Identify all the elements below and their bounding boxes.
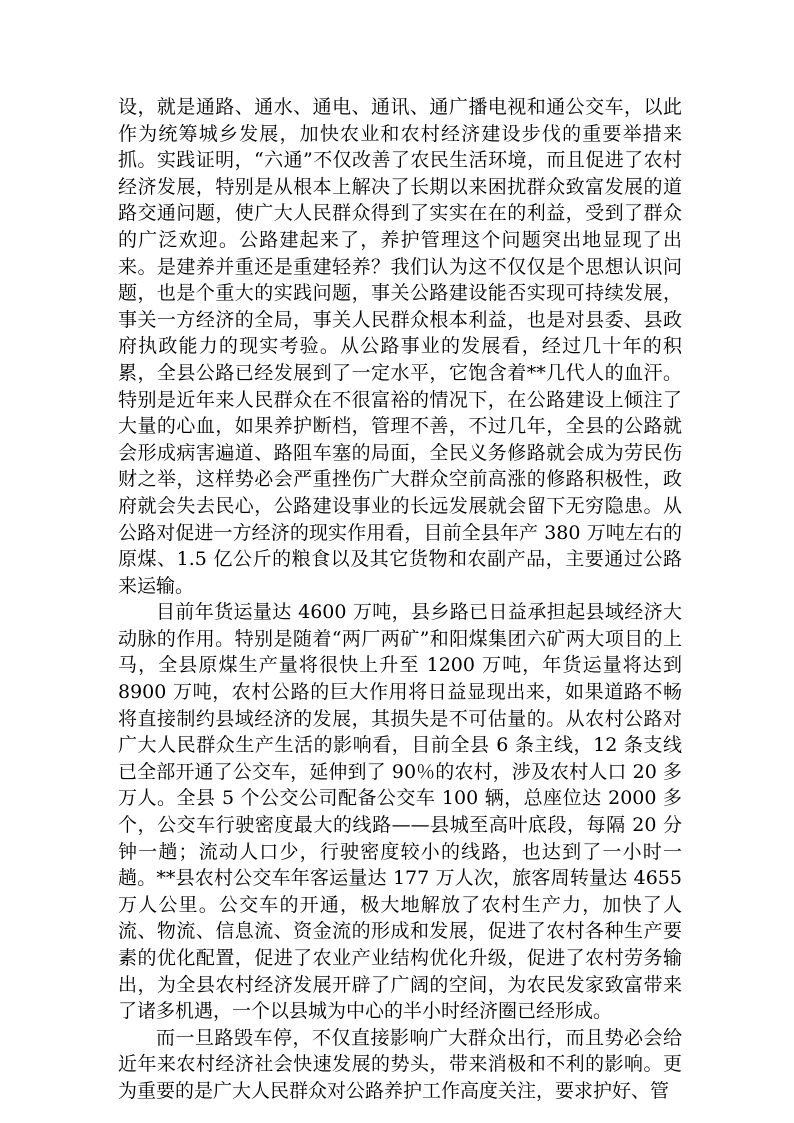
document-body xyxy=(118,94,682,1105)
paragraph: 设，就是通路、通水、通电、通讯、通广播电视和通公交车，以此作为统筹城乡发展，加快农业和农村经济建设步伐的重要举措来抓。实践证明，“六通”不仅改善了农民生活环境，而且促进了农村经济发展，特别是从根本上解决了长期以来困扰群众致富发展的道路交通问题，使广大人民群众得到了实实在在的利益，受到了群众的广泛欢迎。公路建起来了，养护管理这个问题突出地显现了出来。是建养并重还是重建轻养？我们认为这不仅仅是个思想认识问题，也是个重大的实践问题，事关公路建设能否实现可持续发展，事关一方经济的全局，事关人民群众根本利益，也是对县委、县政府执政能力的现实考验。从公路事业的发展看，经过几十年的积累，全县公路已经发展到了一定水平，它饱含着**几代人的血汗。特别是近年来人民群众在不很富裕的情况下，在公路建设上倾注了大量的心血，如果养护断档，管理不善，不过几年，全县的公路就会形成病害遍道、路阻车塞的局面，全民义务修路就会成为劳民伤财之举，这样势必会严重挫伤广大群众空前高涨的修路积极性，政府就会失去民心，公路建设事业的长远发展就会留下无穷隐患。从公路对促进一方经济的现实作用看，目前全县年产 380 万吨左右的原煤、1.5 亿公斤的粮食以及其它货物和农副产品，主要通过公路来运输。 xyxy=(118,96,682,597)
paragraph: 目前年货运量达 4600 万吨，县乡路已日益承担起县域经济大动脉的作用。特别是随着“两厂两矿”和阳煤集团六矿两大项目的上马，全县原煤生产量将很快上升至 1200 万吨，年货运量将达到 8900 万吨，农村公路的巨大作用将日益显现出来，如果道路不畅将直接制约县域经济的发展，其损失是不可估量的。从农村公路对广大人民群众生产生活的影响看，目前全县 6 条主线，12 条支线已全部开通了公交车，延伸到了 90％的农村，涉及农村人口 20 多万人。全县 5 个公交公司配备公交车 100 辆，总座位达 2000 多个，公交车行驶密度最大的线路——县城至高叶底段，每隔 20 分钟一趟；流动人口少，行驶密度较小的线路，也达到了一小时一趟。**县农村公交车年客运量达 177 万人次，旅客周转量达 4655 万人公里。公交车的开通，极大地解放了农村生产力，加快了人流、物流、信息流、资金流的形成和发展，促进了农村各种生产要素的优化配置，促进了农业产业结构优化升级，促进了农村劳务输出，为全县农村经济发展开辟了广阔的空间，为农民发家致富带来了诸多机遇，一个以县城为中心的半小时经济圈已经形成。 xyxy=(118,601,682,1023)
paragraph: 而一旦路毁车停，不仅直接影响广大群众出行，而且势必会给近年来农村经济社会快速发展的势头，带来消极和不利的影响。更为重要的是广大人民群众对公路养护工作高度关注，要求护好、管 xyxy=(118,1026,682,1102)
